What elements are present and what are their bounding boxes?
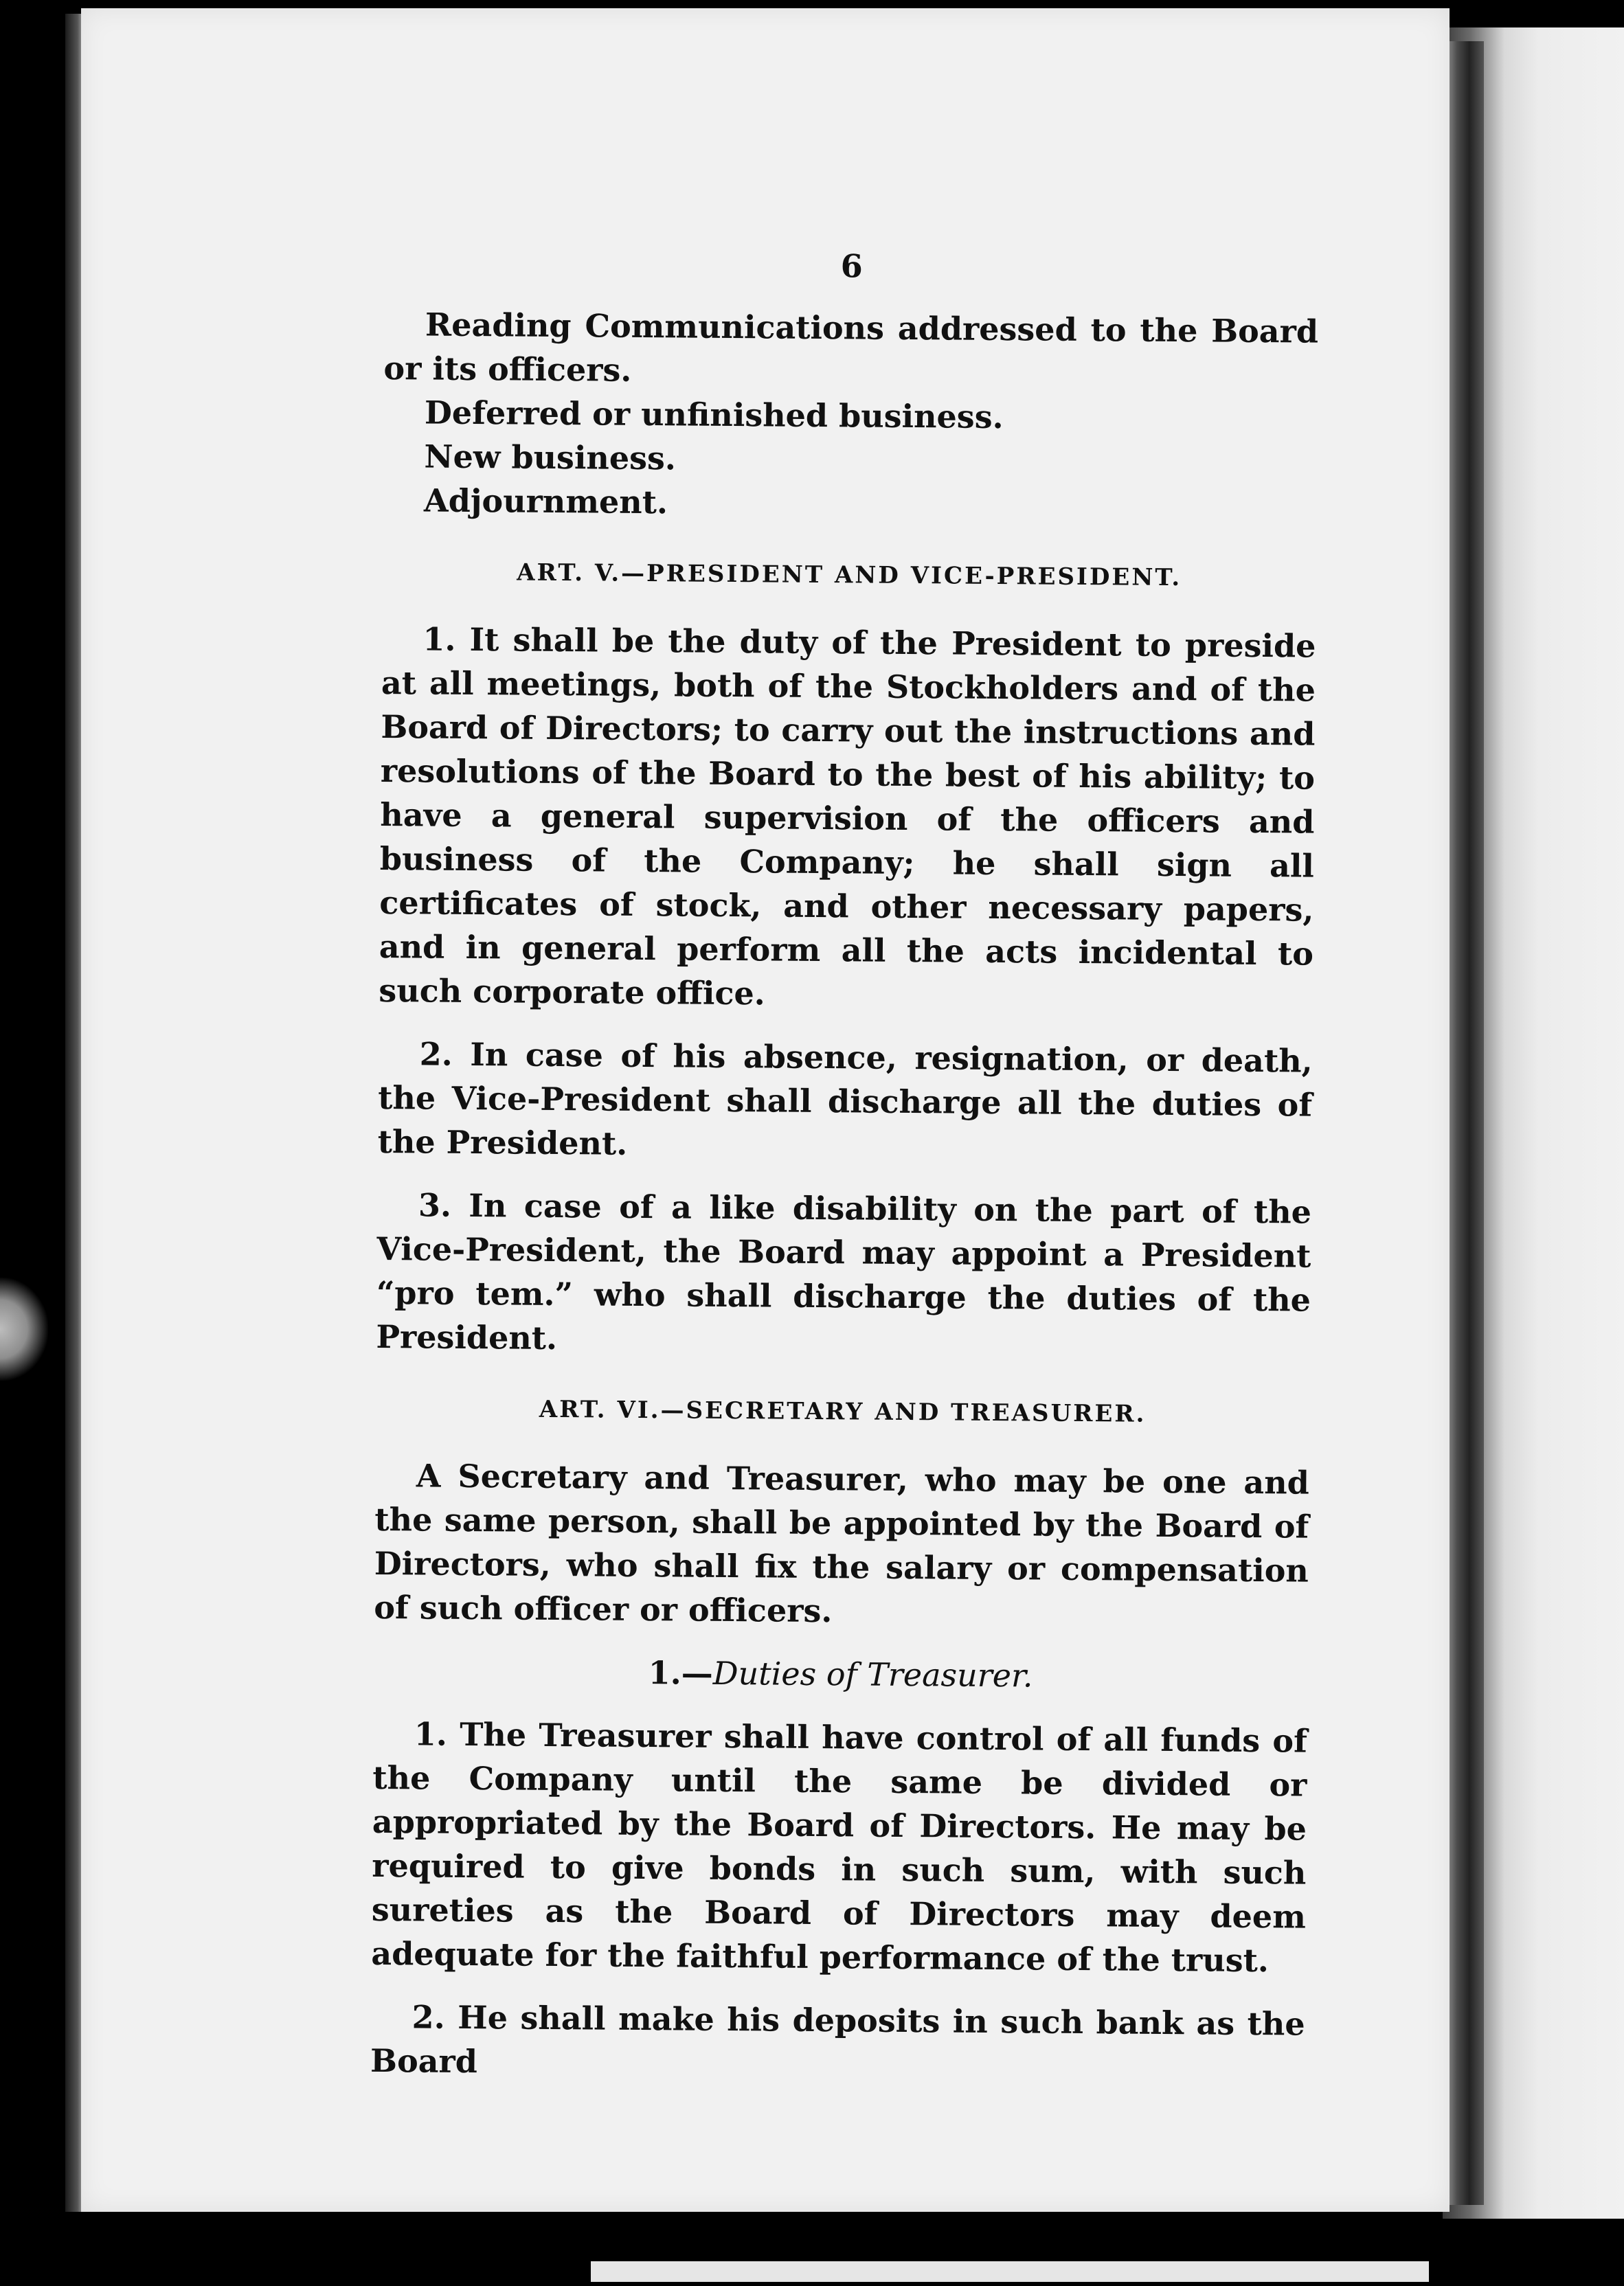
agenda-item-new-business: New business. bbox=[424, 438, 677, 477]
article-v-paragraph-1: 1. It shall be the duty of the President to preside at all meetings, both of the Stockholders and of the Board of Directors; to carry out the instructions and resolutions of the Board to the best of his ability; to have a general supervision of the officers and business of the Company; he shall sign all certificates of stock, and other necessary papers, and in general perform all the acts incidental to such corporate office. bbox=[379, 620, 1316, 1012]
agenda-item-deferred-business: Deferred or unfinished business. bbox=[424, 394, 1004, 436]
duties-of-treasurer-heading bbox=[373, 1649, 1307, 1700]
agenda-item-adjournment: Adjournment. bbox=[423, 482, 668, 521]
page-text-block bbox=[370, 240, 1319, 2109]
article-v-paragraph-2: 2. In case of his absence, resignation, or death, the Vice-President shall discharge all the duties of the President. bbox=[377, 1035, 1313, 1162]
article-vi-heading: ART. VI.—SECRETARY AND TREASURER. bbox=[539, 1395, 1147, 1428]
torn-paper-fragment bbox=[0, 1278, 48, 1381]
bottom-page-strip bbox=[591, 2261, 1429, 2282]
article-vi-paragraph-2: 2. He shall make his deposits in such bank as the Board bbox=[370, 1998, 1305, 2081]
article-v-paragraph-3: 3. In case of a like disability on the part of the Vice-President, the Board may appoint a President “pro tem.” who shall discharge the duties of the President. bbox=[376, 1186, 1312, 1357]
subheading-title: Duties of Treasurer. bbox=[712, 1654, 1033, 1695]
article-v-heading: ART. V.—PRESIDENT AND VICE-PRESIDENT. bbox=[517, 558, 1182, 592]
page-number: 6 bbox=[840, 247, 863, 285]
article-vi-paragraph-1: 1. The Treasurer shall have control of all funds of the Company until the same be divided or appropriated by the Board of Directors. He may be required to give bonds in such sum, with such sureties as the Board of Directors may deem adequate for the faithful performance of the trust. bbox=[371, 1715, 1308, 1980]
agenda-item-reading-communications: Reading Communications addressed to the Board or its officers. bbox=[383, 306, 1319, 389]
subheading-number: 1.— bbox=[648, 1654, 713, 1692]
article-vi-intro: A Secretary and Treasurer, who may be one and the same person, shall be appointed by the Board of Directors, who shall fix the salary or compensation of such officer or officers. bbox=[374, 1457, 1310, 1630]
